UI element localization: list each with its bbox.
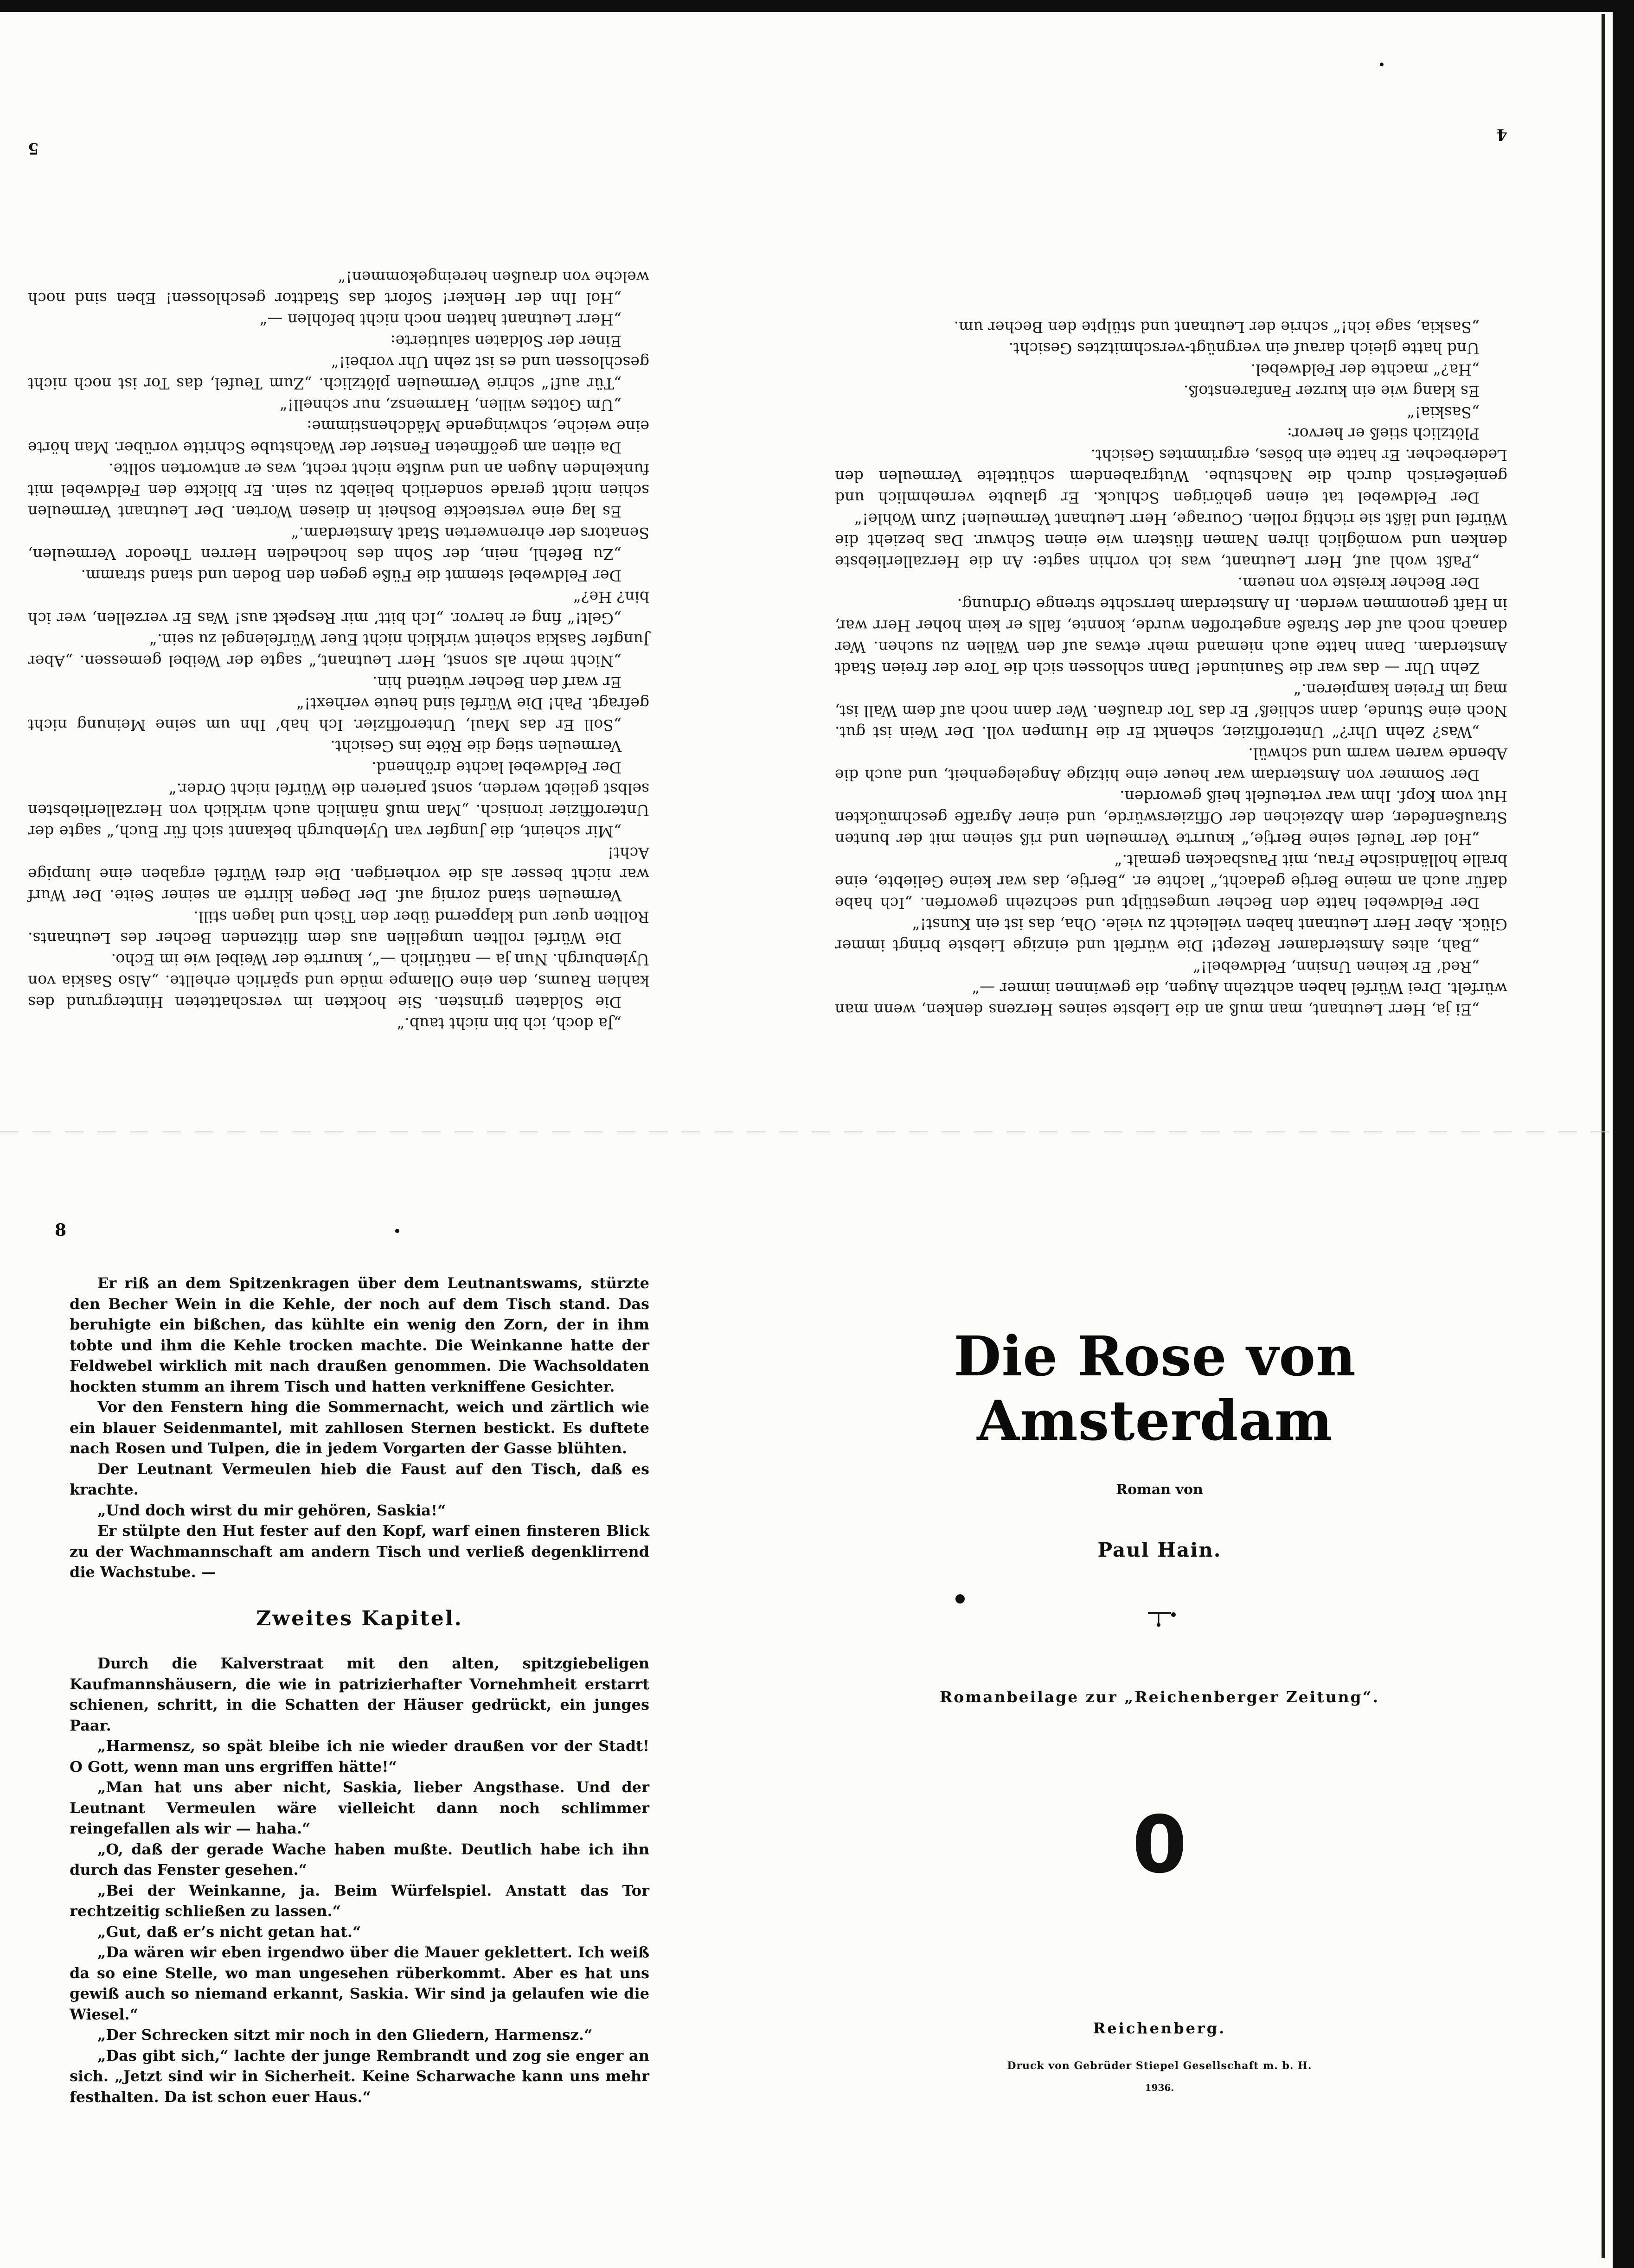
text-column [835,316,1507,1020]
book-title: Die Rose von Amsterdam [954,1324,1356,1453]
paragraph: Er riß an dem Spitzenkragen über dem Leutnantswams, stürzte den Becher Wein in die Kehle, der noch auf dem Tisch stand. Das beruhigte ein bißchen, das kühlte ein wenig den Zorn, der in ihm tobte und ihm die Kehle trocken machte. Die Weinkanne hatte der Feldwebel wirklich mit nach draußen genommen. Die Wachsoldaten hockten stumm an ihrem Tisch und hatten verkniffene Gesichter. [70,1274,649,1395]
paragraph: Der Becher kreiste von neuem. [1237,574,1480,592]
paragraph: Die Würfel rollten umgelilen aus dem flitzenden Becher des Leutnants. Rollten quer und klappernd über den Tisch und lagen still. [28,908,649,947]
paragraph: „Hol der Teufel seine Bertje,“ knurrte Vermeulen und riß seinen mit der bunten Straußenfeder, dem Abzeichen der Offizierswürde, und einer Agraffe geschmückten Hut vom Kopf. Ihm war verteufelt heiß geworden. [835,787,1507,848]
ink-speck [1380,63,1384,66]
upper-left-page [28,139,649,1034]
printer-line: Druck von Gebrüder Stiepel Gesellschaft m. b. H. [1007,2060,1312,2072]
paragraph: Einer der Soldaten salutierte: [390,332,622,350]
paragraph: Es klang wie ein kurzer Fanfarenstoß. [1183,382,1480,400]
paragraph: „Und doch wirst du mir gehören, Saskia!“ [97,1501,446,1519]
paragraph: „Soll Er das Maul, Unteroffizier. Ich hab’ Ihn um seine Meinung nicht gefragt. Pah! Die Würfel sind heute verhext!“ [28,695,649,734]
upper-right-page [835,125,1507,1020]
publication-year: 1936. [1145,2082,1174,2093]
paragraph: Die Soldaten grinsten. Sie hockten im verschatteten Hintergrund des kahlen Raums, den eine Ollampe müde und spärlich erhellte. „Also Saskia von Uylenburgh. Nun ja — natürlich —“, knurrte der Weibel wie im Echo. [28,951,649,1011]
paragraphs-before-chapter [70,1273,649,1583]
paragraph: „O, daß der gerade Wache haben mußte. Deutlich habe ich ihn durch das Fenster gesehen.“ [70,1840,649,1878]
ornament-icon [1146,1609,1178,1628]
paragraph: Er stülpte den Hut fester auf den Kopf, warf einen finsteren Blick zu der Wachmannschaft am andern Tisch und verließ degenklirrend die Wachstube. — [70,1522,649,1581]
paragraph: Da eilten am geöffneten Fenster der Wachstube Schritte vorüber. Man hörte eine weiche, schwingende Mädchenstimme: [28,417,649,457]
paragraph: Plötzlich stieß er hervor: [1287,425,1480,443]
paragraph: „Ja doch, ich bin nicht taub.“ [397,1015,622,1033]
scan-border-right [1613,0,1634,2268]
subtitle: Roman von [1116,1482,1203,1498]
paragraph: Der Feldwebel stemmt die Füße gegen den Boden und stand stramm. [81,567,622,585]
paragraph: „Zu Befehl, nein, der Sohn des hochedlen Herren Theodor Vermeulen, Senators der ehrenwerten Stadt Amsterdam.“ [28,524,649,563]
paragraph: „Was? Zehn Uhr?“ Unteroffizier, schenkt Er die Humpen voll. Der Wein ist gut. Noch eine Stunde, dann schließ’ Er das Tor draußen. Wer dann noch auf dem Wall ist, mag im Freien kampieren.“ [835,681,1507,741]
paragraph: „Harmensz, so spät bleibe ich nie wieder draußen vor der Stadt! O Gott, wenn man uns ergriffen hätte!“ [70,1737,649,1776]
paragraph: „Saskia, sage ich!“ schrie der Leutnant und stülpte den Becher um. [954,318,1480,336]
chapter-heading: Zweites Kapitel. [256,1606,463,1630]
issue-number: 0 [1132,1799,1187,1891]
author-name: Paul Hain. [1097,1539,1222,1561]
paragraph: Der Sommer von Amsterdam war heuer eine hitzige Angelegenheit, und auch die Abende waren warm und schwül. [835,745,1507,784]
paragraph: Vor den Fenstern hing die Sommernacht, weich und zärtlich wie ein blauer Seidenmantel, mit zahllosen Sternen bestickt. Es duftete nach Rosen und Tulpen, die in jedem Vorgarten der Gasse blühten. [70,1398,649,1457]
paragraph: „Saskia!“ [1407,403,1480,422]
paragraph: Durch die Kalverstraat mit den alten, spitzgiebeligen Kaufmannshäusern, die wie in patrizierhafter Vornehmheit erstarrt schienen, schritt, in die Schatten der Häuser gedrückt, ein junges Paar. [70,1655,649,1734]
page-number: 8 [55,1220,67,1240]
paragraph: Vermeulen stand zornig auf. Der Degen klirrte an seiner Seite. Der Wurf war nicht besser als die vorherigen. Die drei Würfel ergaben eine lumpige Acht! [28,844,649,905]
scan-border-top [0,0,1634,12]
scan-border-shadow [1602,14,1605,2258]
paragraph: Der Feldwebel tat einen gehörigen Schluck. Er glaubte vernehmlich und genießerisch durch die Nachstube. Wutgrabendem schüttelte Vermeulen den Lederbecher. Er hatte ein böses, ergrimmtes Gesicht. [835,446,1507,507]
lower-left-text-column [70,1273,649,2107]
paragraph: „Der Schrecken sitzt mir noch in den Gliedern, Harmensz.“ [97,2026,593,2044]
paragraph: Der Feldwebel hatte den Becher umgestülpt und sechzehn geworfen. „Ich habe dafür auch an meine Bertje gedacht,“ lachte er. „Bertje, das war keine Geliebte, eine bralle holländische Frau, mit Pausbacken gemalt.“ [835,851,1507,912]
text-column [28,266,649,1034]
fold-line [0,1131,1614,1132]
paragraph: Der Leutnant Vermeulen hieb die Faust auf den Tisch, daß es krachte. [70,1460,649,1498]
paragraph: „Gut, daß er’s nicht getan hat.“ [97,1923,361,1941]
paragraph: „Mir scheint, die Jungfer van Uylenburgh bekannt sich für Euch,“ sagte der Unteroffizier ironisch. „Man muß nämlich auch wirklich von Herzallerliebsten selbst geliebt werden, sonst parieren die Würfel nicht Order.“ [28,780,649,841]
paragraph: „Paßt wohl auf, Herr Leutnant, was ich vorhin sagte: An die Herzallerliebste denken und womöglich ihren Namen flüstern wie einen Schwur. Das bezieht die Würfel und läßt sie richtig rollen. Courage, Herr Leutnant Vermeulen! Zum Wohle!“ [835,510,1507,571]
paragraph: Er warf den Becher wütend hin. [372,673,622,691]
paragraph: Zehn Uhr — das war die Sauniunde! Dann schlossen sich die Tore der freien Stadt Amsterdam. Dann hatte auch niemand mehr etwas auf den Wällen zu suchen. Wer danach noch auf der Straße angetroffen wurde, konnte, falls er kein hoher Herr war, in Haft genommen werden. In Amsterdam herrschte strenge Ordnung. [835,595,1507,677]
paragraph: „Herr Leutnant hatten noch nicht befohlen —“ [259,311,622,329]
paragraph: „Das gibt sich,“ lachte der junge Rembrandt und zog sie enger an sich. „Jetzt sind wir in Sicherheit. Keine Scharwache kann uns mehr festhalten. Da ist schon euer Haus.“ [70,2046,649,2106]
paragraph: „Tür auf!“ schrie Vermeulen plötzlich. „Zum Teufel, das Tor ist noch nicht geschlossen und es ist zehn Uhr vorbei!“ [28,353,649,393]
page-number: 4 [1496,125,1507,144]
paragraph: Und hatte gleich darauf ein vergnügt-verschmitztes Gesicht. [1008,339,1480,358]
paragraph: Es lag eine versteckte Bosheit in diesen Worten. Der Leutnant Vermeulen schien nicht gerade sonderlich beliebt zu sein. Er blickte den Feldwebel mit funkelnden Augen an und wußte nicht recht, was er antworten sollte. [28,460,649,521]
paragraph: „Bei der Weinkanne, ja. Beim Würfelspiel. Anstatt das Tor rechtzeitig schließen zu lassen.“ [70,1881,649,1920]
page-number: 5 [28,139,39,158]
paragraph: Der Feldwebel lachte dröhnend. [372,759,622,777]
paragraph: „Red’ Er keinen Unsinn, Feldwebel!“ [1193,958,1480,976]
paragraph: „Ha?“ machte der Feldwebel. [1250,361,1480,379]
paragraph: „Da wären wir eben irgendwo über die Mauer geklettert. Ich weiß da so eine Stelle, wo man ungesehen rüberkommt. Aber es hat uns gewiß auch so niemand erkannt, Saskia. Wir sind ja gelaufen wie die Wiesel.“ [70,1943,649,2023]
paragraph: „Hol Ihn der Henker! Sofort das Stadttor geschlossen! Eben sind noch welche von draußen hereingekommen!“ [28,268,649,307]
paragraph: „Gelt!“ fing er hervor. „Ich bitt’ mir Respekt aus! Was Er verzellen, wer ich bin? He?“ [28,588,649,627]
paragraph: „Ei ja, Herr Leutnant, man muß an die Liebste seines Herzens denken, wenn man würfelt. Drei Würfel haben achtzehn Augen, die gewinnen immer —“ [835,979,1507,1019]
supplement-line: Romanbeilage zur „Reichenberger Zeitung“. [939,1688,1380,1706]
paragraph: „Nicht mehr als sonst, Herr Leutnant,“ sagte der Weibel gemessen. „Aber Jungfer Saskia scheint wirklich nicht Euer Würfelengel zu sein.“ [28,631,649,670]
publication-place: Reichenberg. [1093,2019,1226,2037]
paragraph: „Bah, altes Amsterdamer Rezept! Die würfelt und einzige Liebste bringt immer Glück. Aber Herr Leutnant haben vielleicht zu viele. Oha, das ist ein Kunst!“ [835,915,1507,955]
paragraphs-after-chapter [70,1653,649,2107]
ink-speck [395,1229,399,1233]
paragraph: „Um Gottes willen, Harmensz, nur schnell!“ [279,396,622,414]
ink-speck [955,1594,965,1604]
paragraph: „Man hat uns aber nicht, Saskia, lieber Angsthase. Und der Leutnant Vermeulen wäre vielleicht dann noch schlimmer reingefallen als wir — haha.“ [70,1778,649,1837]
paragraph: Vermeulen stieg die Röte ins Gesicht. [330,737,622,755]
